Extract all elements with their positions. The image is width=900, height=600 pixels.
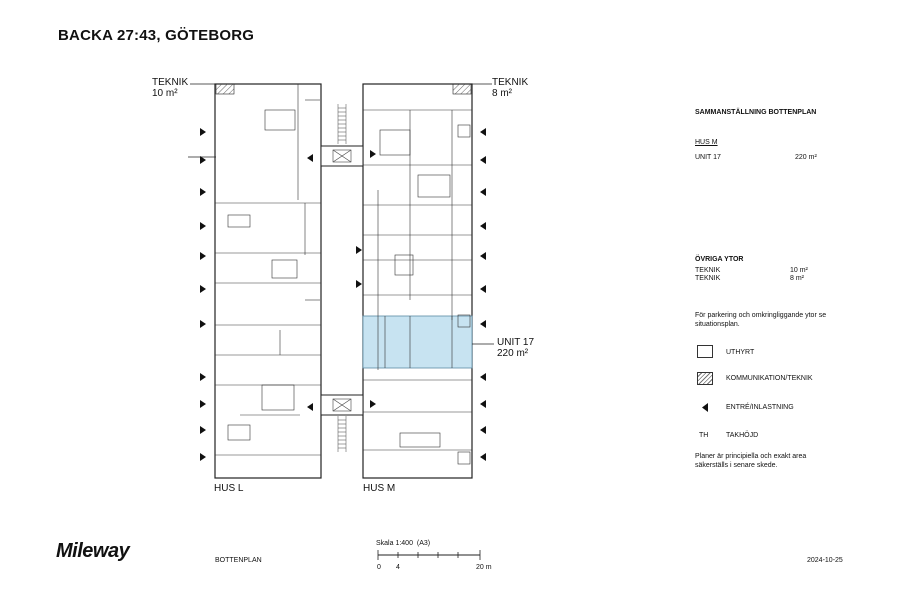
plan-name: BOTTENPLAN: [215, 557, 262, 564]
scale-tick-4: 4: [396, 564, 400, 571]
hus-l-block: [215, 84, 321, 478]
unit-17-label: UNIT 17 220 m²: [497, 337, 535, 359]
summary-unit-name: UNIT 17: [695, 154, 721, 161]
summary-building: HUS M: [695, 139, 718, 146]
other-heading: ÖVRIGA YTOR: [695, 256, 744, 263]
teknik-left-room: [216, 84, 234, 94]
mileway-logo: Mileway: [56, 540, 130, 562]
teknik-right-label: TEKNIK 8 m²: [492, 77, 529, 99]
other-item-name: TEKNIK: [695, 267, 721, 274]
teknik-right-room: [453, 84, 471, 94]
legend-th-symbol: TH: [699, 432, 709, 439]
disclaimer: Planer är principiella och exakt area säkerställs i senare skede.: [695, 453, 807, 469]
other-item-area: 10 m²: [790, 267, 808, 274]
summary-heading: SAMMANSTÄLLNING BOTTENPLAN: [695, 109, 817, 116]
legend-entrance-label: ENTRÉ/INLASTNING: [726, 404, 794, 411]
scale-label: Skala 1:400 (A3): [376, 540, 431, 547]
summary-unit-area: 220 m²: [795, 154, 817, 161]
other-item-name: TEKNIK: [695, 275, 721, 282]
scale-bar: [376, 549, 486, 561]
plan-date: 2024-10-25: [807, 557, 843, 564]
page-title: BACKA 27:43, GÖTEBORG: [58, 27, 255, 44]
scale-tick-0: 0: [377, 564, 381, 571]
hus-m-block: [363, 84, 472, 478]
legend-hatch-swatch: [697, 372, 713, 385]
building-label-hus-m: HUS M: [363, 483, 396, 494]
unit-17-area: [363, 316, 472, 368]
parking-note: För parkering och omkringliggande ytor se situationsplan.: [695, 312, 827, 328]
legend-leased-swatch: [697, 345, 713, 358]
legend-communication-label: KOMMUNIKATION/TEKNIK: [726, 375, 813, 382]
scale-tick-20: 20 m: [476, 564, 492, 571]
legend-ceiling-label: TAKHÖJD: [726, 432, 759, 439]
legend-leased-label: UTHYRT: [726, 349, 755, 356]
other-item-area: 8 m²: [790, 275, 804, 282]
teknik-left-label: TEKNIK 10 m²: [152, 77, 189, 99]
building-label-hus-l: HUS L: [214, 483, 244, 494]
entrance-triangle-icon: [701, 403, 709, 412]
